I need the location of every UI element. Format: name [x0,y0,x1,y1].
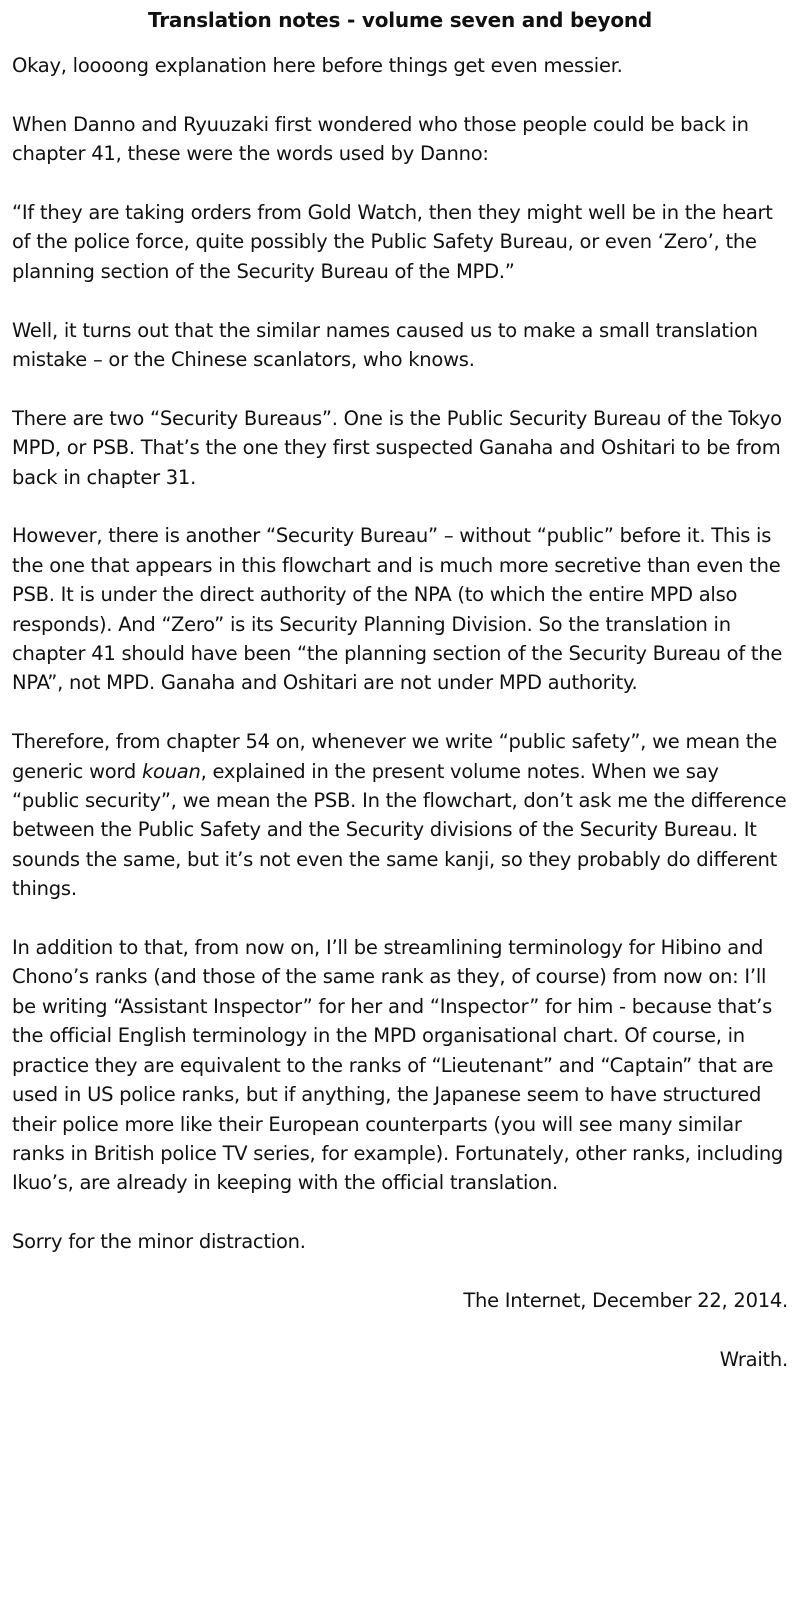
translation-mistake-paragraph: Well, it turns out that the similar names caused us to make a small translation mistake – or the Chinese scanlators, who knows. [12,318,758,372]
signature-date: The Internet, December 22, 2014. [463,1288,788,1312]
ranks-paragraph: In addition to that, from now on, I’ll be streamlining terminology for Hibino and Chono’s ranks (and those of the same rank as they, of course) from now on: I’ll be writing “Assistant Inspector” for her and “Inspector” for him - because that’s the official English terminology in the MPD organisational chart. Of course, in practice they are equivalent to the ranks of “Lieutenant” and “Captain” that are used in US police ranks, but if anything, the Japanese seem to have structured their police more like their European counterparts (you will see many similar ranks in British police TV series, for example). Fortunately, other ranks, including Ikuo’s, are already in keeping with the official translation. [12,936,784,1195]
chapter-41-paragraph: When Danno and Ryuuzaki first wondered who those people could be back in chapter 41, these were the words used by Danno: [12,112,749,166]
terminology-paragraph [12,727,788,903]
intro-paragraph: Okay, loooong explanation here before things get even messier. [12,54,623,77]
terminology-text-after: , explained in the present volume notes. When we say “public security”, we mean the PSB. In the flowchart, don’t ask me the difference between the Public Safety and the Security divisions of the Security Bureau. It sounds the same, but it’s not even the same kanji, so they probably do different things. [12,759,787,901]
apology-paragraph: Sorry for the minor distraction. [12,1230,306,1254]
security-bureau-paragraph: However, there is another “Security Bureau” – without “public” before it. This is the one that appears in this flowchart and is much more secretive than even the PSB. It is under the direct authority of the NPA (to which the entire MPD also responds). And “Zero” is its Security Planning Division. So the translation in chapter 41 should have been “the planning section of the Security Bureau of the NPA”, not MPD. Ganaha and Oshitari are not under MPD authority. [12,524,783,695]
terminology-text-before: Therefore, from chapter 54 on, whenever we write “public safety”, we mean the generic word [12,730,777,783]
danno-quote-paragraph: “If they are taking orders from Gold Watch, then they might well be in the heart of the police force, quite possibly the Public Safety Bureau, or even ‘Zero’, the planning section of the Security Bureau of the MPD.” [12,201,773,283]
signature-name: Wraith. [719,1347,788,1371]
two-bureaus-paragraph: There are two “Security Bureaus”. One is the Public Security Bureau of the Tokyo MPD, or PSB. That’s the one they first suspected Ganaha and Oshitari to be from back in chapter 31. [12,406,782,489]
translation-notes-page [12,6,788,1404]
kouan-term: kouan [141,759,201,783]
page-title: Translation notes - volume seven and beyond [147,8,653,32]
